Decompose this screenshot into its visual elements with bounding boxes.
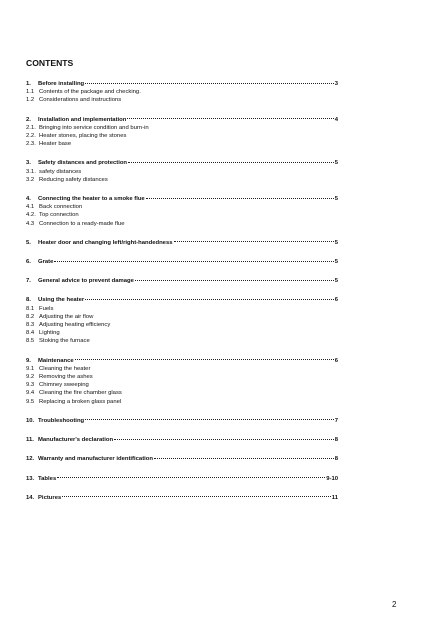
dot-leader [57, 470, 325, 478]
entry-title: Chimney sweeping [39, 382, 89, 389]
entry-number: 4.3 [26, 220, 35, 227]
entry-title: Fuels [39, 305, 54, 312]
toc-sub-entry [26, 132, 338, 140]
entry-page: 5 [334, 259, 338, 266]
entry-number: 8.3 [26, 322, 35, 329]
dot-leader [135, 273, 334, 281]
toc-sub-entry [26, 176, 338, 184]
toc-section [26, 491, 338, 502]
entry-number: 2.1. [26, 124, 36, 131]
toc-section [26, 354, 338, 406]
toc-sub-entry [26, 389, 338, 397]
entry-page: 8 [334, 456, 338, 463]
entry-number: 8.2 [26, 313, 35, 320]
entry-page: 5 [334, 278, 338, 285]
toc-section [26, 274, 338, 285]
entry-title: Maintenance [38, 357, 74, 364]
entry-title: Heater stones, placing the stones [39, 133, 127, 140]
toc-main-entry [26, 433, 338, 444]
entry-number: 8. [26, 297, 31, 304]
entry-number: 9.1 [26, 365, 35, 372]
toc-sub-entry [26, 329, 338, 337]
toc-main-entry [26, 236, 338, 247]
toc-main-entry [26, 491, 338, 502]
entry-title: Safety distances and protection [38, 160, 128, 167]
toc-sub-entry [26, 96, 338, 104]
dot-leader [174, 234, 334, 242]
toc-section [26, 255, 338, 266]
entry-title: Contents of the package and checking. [39, 89, 141, 96]
entry-title: Troubleshooting [38, 417, 85, 424]
toc-sub-entry [26, 203, 338, 211]
toc-section [26, 156, 338, 184]
entry-title: Using the heater [38, 297, 85, 304]
entry-number: 10. [26, 417, 35, 424]
entry-number: 8.4 [26, 330, 35, 337]
entry-page: 3 [334, 81, 338, 87]
entry-title: safety distances [39, 168, 82, 175]
table-of-contents [26, 58, 338, 510]
entry-title: Reducing safety distances [39, 176, 108, 183]
page-number: 2 [392, 600, 397, 609]
entry-title: Adjusting heating efficiency [39, 322, 111, 329]
toc-section [26, 414, 338, 425]
entry-title: General advice to prevent damage [38, 278, 134, 285]
toc-section [26, 77, 338, 105]
toc-sub-entry [26, 124, 338, 132]
entry-title: Adjusting the air flow [39, 313, 94, 320]
entry-title: Heater base [39, 141, 72, 148]
toc-main-entry [26, 274, 338, 285]
entry-number: 8.1 [26, 305, 35, 312]
entry-number: 8.5 [26, 338, 35, 345]
toc-main-entry [26, 354, 338, 365]
toc-list [26, 77, 338, 502]
entry-page: 6 [334, 357, 338, 364]
entry-title: Stoking the furnace [39, 338, 90, 345]
toc-sub-entry [26, 313, 338, 321]
entry-number: 9.4 [26, 390, 35, 397]
entry-number: 14. [26, 494, 35, 501]
toc-section [26, 433, 338, 444]
toc-main-entry [26, 77, 338, 88]
toc-sub-entry [26, 140, 338, 148]
entry-title: Cleaning the fire chamber glass [39, 390, 122, 397]
toc-sub-entry [26, 365, 338, 373]
entry-page: 6 [334, 297, 338, 304]
toc-main-entry [26, 452, 338, 463]
dot-leader [154, 451, 334, 459]
entry-number: 4. [26, 196, 31, 203]
toc-sub-entry [26, 373, 338, 381]
entry-number: 11. [26, 437, 34, 444]
entry-number: 2. [26, 116, 31, 123]
entry-title: Cleaning the heater [39, 365, 91, 372]
toc-main-entry [26, 293, 338, 304]
entry-title: Installation and implementation [38, 116, 127, 123]
dot-leader [146, 191, 334, 199]
entry-number: 3. [26, 160, 31, 167]
entry-number: 2.3. [26, 141, 36, 148]
entry-title: Heater door and changing left/right-handedness [38, 239, 173, 246]
toc-sub-entry [26, 211, 338, 219]
toc-section [26, 472, 338, 483]
entry-title: Connecting the heater to a smoke flue [38, 196, 145, 203]
toc-sub-entry [26, 305, 338, 313]
toc-sub-entry [26, 88, 338, 96]
toc-main-entry [26, 255, 338, 266]
dot-leader [85, 412, 334, 420]
toc-sub-entry [26, 168, 338, 176]
dot-leader [54, 254, 333, 262]
toc-main-entry [26, 113, 338, 124]
entry-number: 1. [26, 81, 31, 87]
entry-page: 8 [334, 437, 338, 444]
toc-section [26, 192, 338, 228]
entry-page: 11 [331, 494, 338, 501]
toc-sub-entry [26, 398, 338, 406]
entry-page: 7 [334, 417, 338, 424]
entry-number: 9.2 [26, 374, 35, 381]
entry-number: 4.1 [26, 204, 35, 211]
entry-title: Connection to a ready-made flue [39, 220, 125, 227]
entry-title: Tables [38, 475, 57, 482]
entry-title: Top connection [39, 212, 79, 219]
toc-sub-entry [26, 337, 338, 345]
entry-number: 9.5 [26, 398, 35, 405]
entry-title: Warranty and manufacturer identification [38, 456, 153, 463]
toc-main-entry [26, 192, 338, 203]
entry-number: 1.1 [26, 89, 35, 96]
entry-number: 12. [26, 456, 35, 463]
toc-main-entry [26, 472, 338, 483]
toc-main-entry [26, 156, 338, 167]
entry-number: 1.2 [26, 97, 35, 104]
toc-sub-entry [26, 220, 338, 228]
entry-number: 5. [26, 239, 31, 246]
entry-title: Before installing [38, 81, 85, 87]
entry-title: Lighting [39, 330, 60, 337]
entry-number: 13. [26, 475, 35, 482]
toc-section [26, 293, 338, 345]
toc-main-entry [26, 414, 338, 425]
entry-number: 7. [26, 278, 31, 285]
entry-number: 9.3 [26, 382, 35, 389]
entry-page: 5 [334, 160, 338, 167]
entry-page: 5 [334, 196, 338, 203]
dot-leader [127, 111, 333, 119]
entry-number: 4.2. [26, 212, 36, 219]
dot-leader [75, 352, 334, 360]
dot-leader [85, 292, 334, 300]
entry-page: 9-10 [326, 475, 338, 482]
entry-number: 6. [26, 259, 31, 266]
dot-leader [62, 489, 331, 497]
entry-title: Replacing a broken glass panel [39, 398, 122, 405]
entry-number: 2.2. [26, 133, 36, 140]
entry-title: Pictures [38, 494, 62, 501]
toc-sub-entry [26, 321, 338, 329]
toc-sub-entry [26, 381, 338, 389]
entry-page: 4 [334, 116, 338, 123]
entry-number: 9. [26, 357, 31, 364]
entry-title: Back connection [39, 204, 83, 211]
entry-title: Bringing into service condition and burn-in [39, 124, 149, 131]
entry-number: 3.1. [26, 168, 36, 175]
entry-title: Manufacturer's declaration [38, 437, 114, 444]
entry-title: Considerations and instructions [39, 97, 122, 104]
dot-leader [114, 432, 334, 440]
toc-section [26, 113, 338, 149]
toc-section [26, 452, 338, 463]
dot-leader [85, 76, 334, 84]
entry-page: 5 [334, 239, 338, 246]
entry-title: Grate [38, 259, 54, 266]
contents-heading: CONTENTS [26, 58, 74, 68]
toc-section [26, 236, 338, 247]
dot-leader [128, 155, 334, 163]
entry-title: Removing the ashes [39, 374, 93, 381]
entry-number: 3.2 [26, 176, 35, 183]
